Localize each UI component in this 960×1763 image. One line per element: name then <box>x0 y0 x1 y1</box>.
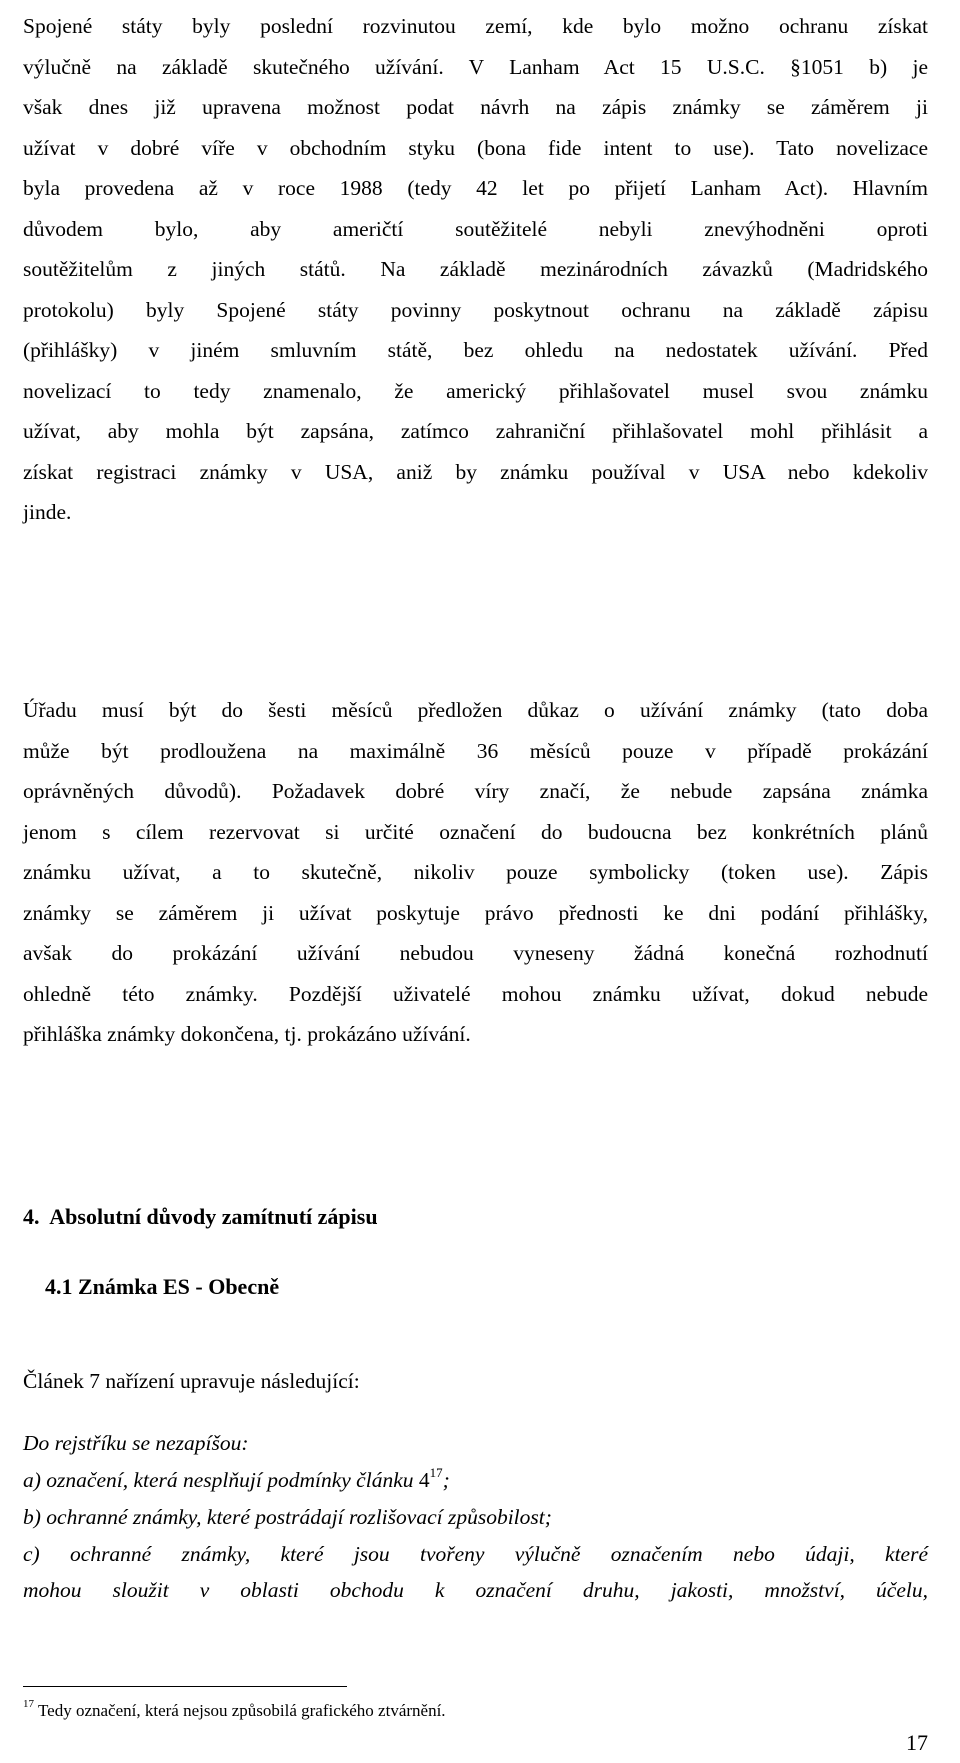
article-intro: Článek 7 nařízení upravuje následující: <box>23 1369 360 1393</box>
footnote-reference[interactable]: 17 <box>429 1464 443 1480</box>
section-number: 4. <box>23 1204 40 1229</box>
paragraph-line: získat registraci známky v USA, aniž by známku používal v USA nebo kdekoliv <box>23 459 928 484</box>
paragraph-line: výlučně na základě skutečného užívání. V Lanham Act 15 U.S.C. §1051 b) je <box>23 54 928 79</box>
subsection-heading-4-1: 4.1 Známka ES - Obecně <box>45 1274 280 1299</box>
article-7-quote <box>23 1425 928 1607</box>
paragraph-line: protokolu) byly Spojené státy povinny poskytnout ochranu na základě zápisu <box>23 297 928 322</box>
article-number: 4 <box>418 1468 430 1492</box>
footnote-text: Tedy označení, která nejsou způsobilá grafického ztvárnění. <box>37 1701 446 1720</box>
paragraph-line: avšak do prokázání užívání nebudou vyneseny žádná konečná rozhodnutí <box>23 941 928 965</box>
quote-line: Do rejstříku se nezapíšou: <box>23 1431 249 1455</box>
quote-line-text: a) označení, která nesplňují podmínky článku <box>23 1468 414 1492</box>
paragraph-line: novelizací to tedy znamenalo, že americký přihlašovatel musel svou známku <box>23 378 928 403</box>
paragraph-line: jenom s cílem rezervovat si určité označení do budoucna bez konkrétních plánů <box>23 819 928 844</box>
paragraph-line: užívat v dobré víře v obchodním styku (bona fide intent to use). Tato novelizace <box>23 135 928 160</box>
paragraph-line: však dnes již upravena možnost podat návrh na zápis známky se záměrem ji <box>23 95 928 119</box>
quote-line-b: b) ochranné známky, které postrádají rozlišovací způsobilost; <box>23 1505 552 1529</box>
paragraph-line: Spojené státy byly poslední rozvinutou zemí, kde bylo možno ochranu získat <box>23 14 928 38</box>
paragraph-line: důvodem bylo, aby američtí soutěžitelé nebyli znevýhodněni oproti <box>23 216 928 241</box>
page-number: 17 <box>906 1730 928 1755</box>
section-title: Absolutní důvody zamítnutí zápisu <box>49 1204 378 1229</box>
paragraph-line: přihláška známky dokončena, tj. prokázáno užívání. <box>23 1022 471 1046</box>
paragraph-line: užívat, aby mohla být zapsána, zatímco zahraniční přihlašovatel mohl přihlásit a <box>23 419 928 443</box>
paragraph-line: jinde. <box>23 500 72 524</box>
paragraph-line: ohledně této známky. Pozdější uživatelé mohou známku užívat, dokud nebude <box>23 981 928 1006</box>
footnote-marker: 17 <box>23 1698 34 1711</box>
paragraph-line: byla provedena až v roce 1988 (tedy 42 let po přijetí Lanham Act). Hlavním <box>23 176 928 200</box>
paragraph-line: známku užívat, a to skutečně, nikoliv pouze symbolicky (token use). Zápis <box>23 860 928 884</box>
paragraph-line: známky se záměrem ji užívat poskytuje právo přednosti ke dni podání přihlášky, <box>23 900 928 925</box>
paragraph-line: (přihlášky) v jiném smluvním státě, bez ohledu na nedostatek užívání. Před <box>23 338 928 362</box>
paragraph-line: oprávněných důvodů). Požadavek dobré víry značí, že nebude zapsána známka <box>23 779 928 803</box>
paragraph-line: Úřadu musí být do šesti měsíců předložen důkaz o užívání známky (tato doba <box>23 698 928 722</box>
quote-line-end: ; <box>442 1468 450 1492</box>
quote-line-a <box>23 1462 928 1499</box>
paragraph-line: může být prodloužena na maximálně 36 měsíců pouze v případě prokázání <box>23 738 928 763</box>
footnote-separator <box>23 1686 347 1687</box>
footnote <box>23 1700 446 1722</box>
section-heading-4 <box>23 1202 378 1232</box>
paragraph-us-trademark-history <box>23 6 928 533</box>
paragraph-proof-of-use <box>23 690 928 1055</box>
paragraph-line: soutěžitelům z jiných států. Na základě mezinárodních závazků (Madridského <box>23 257 928 281</box>
quote-line-c-cont: mohou sloužit v oblasti obchodu k označení druhu, jakosti, množství, účelu, <box>23 1578 928 1602</box>
quote-line-c: c) ochranné známky, které jsou tvořeny výlučně označením nebo údaji, které <box>23 1542 928 1566</box>
